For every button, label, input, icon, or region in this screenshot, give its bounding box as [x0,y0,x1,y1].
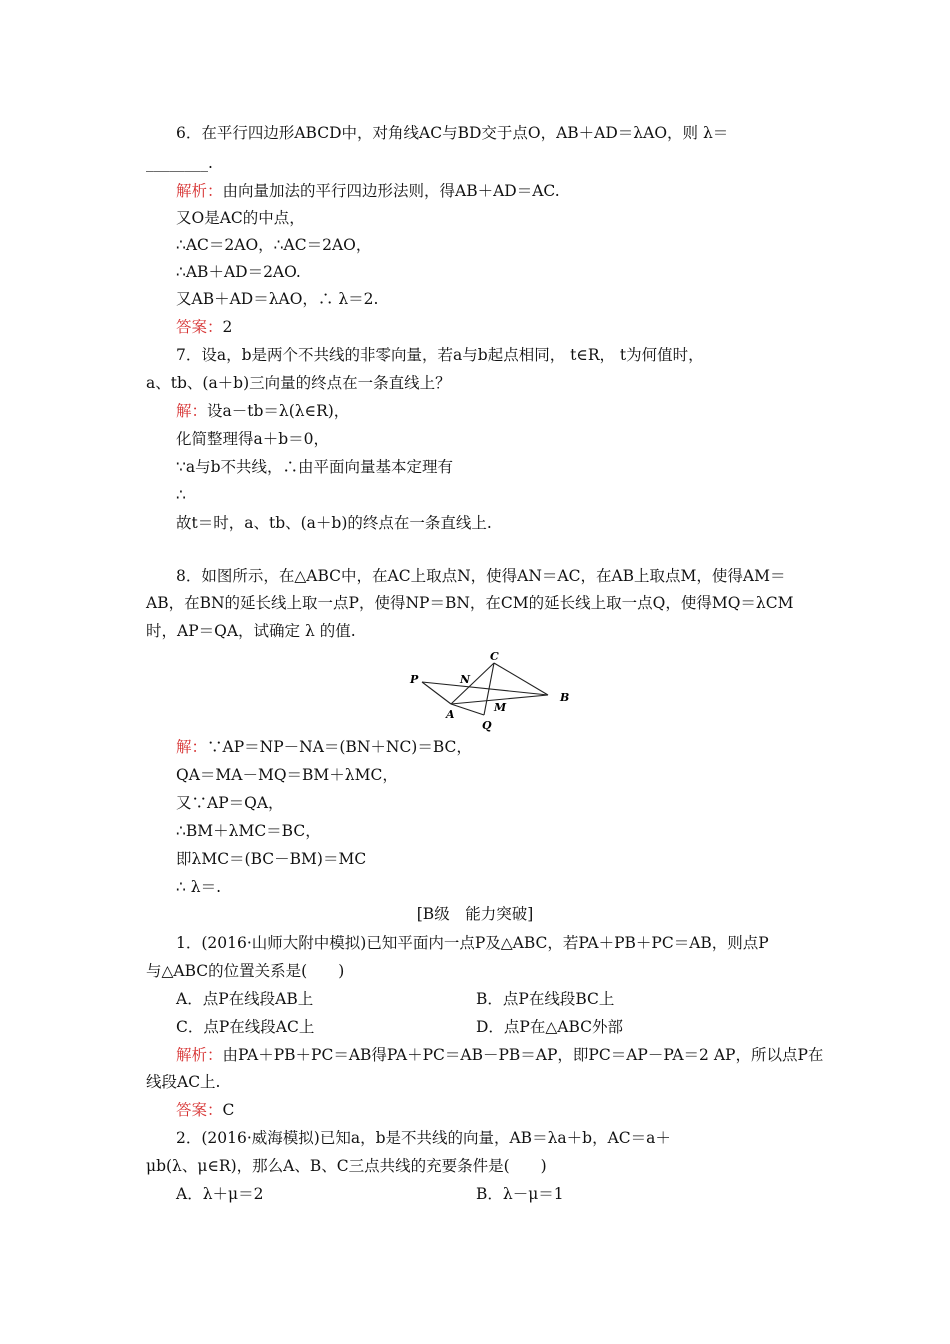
label-c: C [490,650,499,663]
q6-analysis-line [176,180,560,202]
q8-stem-cont: AB，在BN的延长线上取一点P，使得NP＝BN，在CM的延长线上取一点Q，使得MQ＝λCM [146,594,794,612]
q8-solution-label: 解： [176,738,208,756]
q7-stem: 7．设a，b是两个不共线的非零向量，若a与b起点相同， t∈R， t为何值时， [176,346,704,364]
q7-stem-cont: a、tb、(a＋b)三向量的终点在一条直线上？ [146,374,451,392]
b1-option-c: C．点P在线段AC上 [176,1018,315,1036]
q6-analysis-label: 解析： [176,182,223,200]
q6-stem: 6．在平行四边形ABCD中，对角线AC与BD交于点O，AB＋AD＝λAO，则 λ＝ [176,124,729,142]
label-b: B [560,691,570,704]
q7-solution-text: 设a－tb＝λ(λ∈R)， [207,402,350,420]
q7-line: ∵a与b不共线，∴由平面向量基本定理有 [176,458,454,476]
b1-option-d: D．点P在△ABC外部 [476,1018,624,1036]
q8-line: ∴BM＋λMC＝BC， [176,822,321,840]
b2-stem: 2．(2016·威海模拟)已知a，b是不共线的向量，AB＝λa＋b，AC＝a＋ [176,1129,671,1147]
b2-option-a: A．λ＋μ＝2 [176,1185,264,1203]
q6-answer-label: 答案： [176,318,223,336]
b1-answer-line [176,1099,234,1121]
b1-analysis-cont: 线段AC上. [146,1073,221,1091]
label-m: M [494,701,507,714]
q8-line: 又∵AP＝QA， [176,794,284,812]
b1-stem-cont: 与△ABC的位置关系是( ) [146,962,345,980]
b1-answer: C [222,1101,235,1119]
q8-solution-line [176,736,472,758]
q8-line: ∴ λ＝. [176,878,222,896]
q8-stem: 8．如图所示，在△ABC中，在AC上取点N，使得AN＝AC，在AB上取点M，使得AM＝ [176,567,786,585]
b1-stem: 1．(2016·山师大附中模拟)已知平面内一点P及△ABC，若PA＋PB＋PC＝AB，则点P [176,934,769,952]
section-b-heading: [B级 能力突破] [416,905,534,923]
label-n: N [460,673,471,686]
q8-line: QA＝MA－MQ＝BM＋λMC， [176,766,398,784]
b2-option-b: B．λ－μ＝1 [476,1185,564,1203]
q6-answer-line [176,316,232,338]
q6-line: ∴AB＋AD＝2AO. [176,263,301,281]
b2-option-row [176,1183,776,1205]
b1-answer-label: 答案： [176,1101,223,1119]
b1-option-row [176,988,776,1010]
segment-aq [451,704,484,715]
q6-analysis-text: 由向量加法的平行四边形法则，得AB＋AD＝AC. [222,182,560,200]
q8-stem-cont: 时，AP＝QA，试确定 λ 的值. [146,622,356,640]
q6-blank: ________. [146,154,213,172]
triangle-figure [400,645,580,733]
q7-line: 故t＝时，a、tb、(a＋b)的终点在一条直线上. [176,514,492,532]
b1-option-a: A．点P在线段AB上 [176,990,314,1008]
q6-line: 又O是AC的中点， [176,209,305,227]
label-a: A [446,708,455,721]
q7-solution-line [176,400,349,422]
q6-answer: 2 [222,318,233,336]
q8-line: 即λMC＝(BC－BM)＝MC [176,850,367,868]
segment-pa [422,682,451,704]
b1-analysis-label: 解析： [176,1046,223,1064]
b1-option-b: B．点P在线段BC上 [476,990,615,1008]
q8-solution-text: ∵AP＝NP－NA＝(BN＋NC)＝BC， [207,738,472,756]
label-q: Q [482,719,492,732]
b1-analysis-text: 由PA＋PB＋PC＝AB得PA＋PC＝AB－PB＝AP，即PC＝AP－PA＝2 AP，所以点P在 [222,1046,824,1064]
q7-solution-label: 解： [176,402,208,420]
q7-line: 化简整理得a＋b＝0， [176,430,330,448]
label-p: P [410,673,419,686]
q6-line: 又AB＋AD＝λAO，∴ λ＝2. [176,290,379,308]
b1-analysis-line [176,1044,823,1066]
q6-line: ∴AC＝2AO，∴AC＝2AO， [176,236,372,254]
q7-line: ∴ [176,486,186,504]
b1-option-row [176,1016,776,1038]
b2-stem-cont: μb(λ、μ∈R)，那么A、B、C三点共线的充要条件是( ) [146,1157,547,1175]
